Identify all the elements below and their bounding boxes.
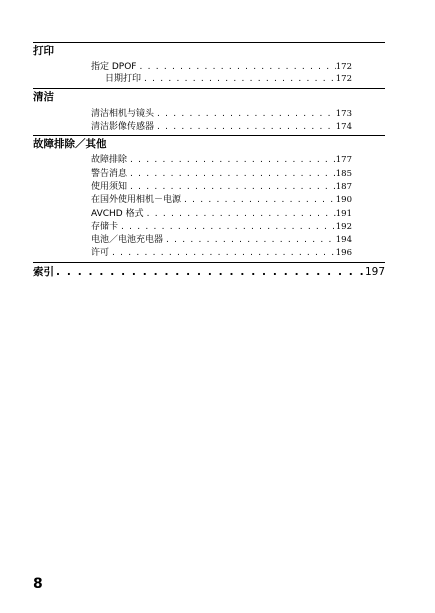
toc-entry-battery[interactable] — [91, 234, 352, 246]
dot-leader — [163, 234, 336, 246]
toc-entry-label: 索引 — [33, 266, 54, 278]
toc-entry-troubleshooting[interactable] — [91, 154, 352, 166]
toc-entry-label: 清洁影像传感器 — [91, 122, 155, 132]
toc-entry-page: 190 — [335, 195, 352, 205]
toc-entry-page: 177 — [335, 155, 352, 165]
dot-leader — [127, 168, 336, 180]
toc-entry-license[interactable] — [91, 247, 352, 259]
dot-leader — [127, 154, 336, 166]
toc-entry-page: 187 — [335, 182, 352, 192]
toc-entry-label: 在国外使用相机－电源 — [91, 195, 182, 205]
section-divider — [33, 262, 385, 263]
section-title: 故障排除／其他 — [33, 138, 107, 150]
toc-entry-date-print[interactable] — [105, 73, 352, 85]
toc-entry-page: 197 — [364, 266, 385, 278]
toc-entry-label: AVCHD 格式 — [91, 209, 144, 219]
toc-entry-label: 电池／电池充电器 — [91, 235, 164, 245]
toc-entry-page: 172 — [335, 62, 352, 72]
toc-entry-label: 清洁相机与镜头 — [91, 109, 155, 119]
toc-entry-label: 指定 DPOF — [91, 62, 137, 72]
toc-entry-memory-card[interactable] — [91, 221, 352, 233]
dot-leader — [181, 194, 336, 206]
toc-entry-label: 使用须知 — [91, 182, 128, 192]
toc-entry-warnings[interactable] — [91, 168, 352, 180]
section-title: 清洁 — [33, 91, 54, 103]
section-title: 打印 — [33, 45, 54, 57]
toc-entry-label: 故障排除 — [91, 155, 128, 165]
dot-leader — [154, 121, 336, 133]
toc-entry-page: 196 — [335, 248, 352, 258]
toc-entry-avchd[interactable] — [91, 208, 352, 220]
dot-leader — [154, 108, 336, 120]
section-divider — [33, 88, 385, 89]
toc-entry-abroad-power[interactable] — [91, 194, 352, 206]
dot-leader — [136, 61, 335, 73]
toc-entry-page: 173 — [335, 109, 352, 119]
dot-leader — [118, 221, 336, 233]
dot-leader — [109, 247, 336, 259]
page-number: 8 — [33, 576, 43, 592]
section-divider — [33, 135, 385, 136]
toc-entry-page: 185 — [335, 169, 352, 179]
section-divider — [33, 42, 385, 43]
toc-entry-label: 日期打印 — [105, 74, 142, 84]
toc-entry-dpof[interactable] — [91, 61, 352, 73]
dot-leader — [127, 181, 336, 193]
toc-entry-index[interactable] — [33, 265, 385, 279]
toc-entry-precautions[interactable] — [91, 181, 352, 193]
toc-entry-page: 191 — [335, 209, 352, 219]
toc-entry-page: 192 — [335, 222, 352, 232]
dot-leader — [141, 73, 336, 85]
toc-entry-page: 174 — [335, 122, 352, 132]
dot-leader — [144, 208, 336, 220]
toc-entry-label: 存储卡 — [91, 222, 119, 232]
toc-entry-clean-sensor[interactable] — [91, 121, 352, 133]
toc-entry-label: 许可 — [91, 248, 110, 258]
toc-entry-label: 警告消息 — [91, 169, 128, 179]
toc-entry-page: 194 — [335, 235, 352, 245]
toc-entry-clean-camera[interactable] — [91, 108, 352, 120]
dot-leader — [54, 265, 365, 279]
toc-entry-page: 172 — [335, 74, 352, 84]
